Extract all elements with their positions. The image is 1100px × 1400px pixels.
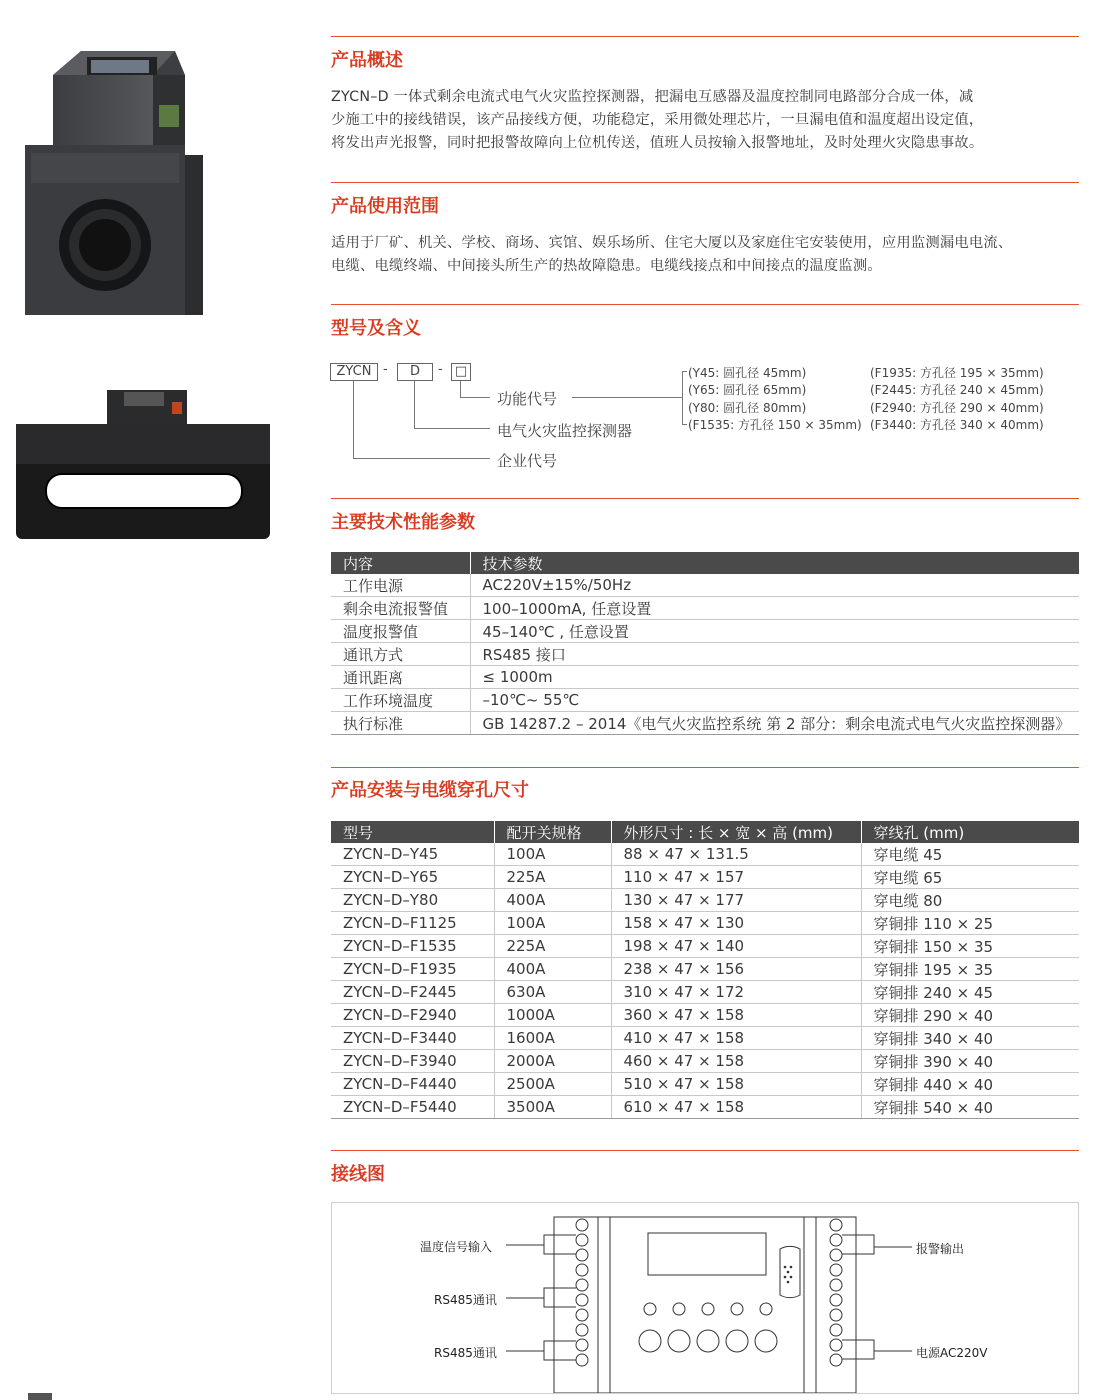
table-cell: 110 × 47 × 157 <box>611 866 861 889</box>
scope-title: 产品使用范围 <box>331 196 439 217</box>
table-cell: AC220V±15%/50Hz <box>470 574 1079 597</box>
table-header-cell: 配开关规格 <box>494 821 611 843</box>
table-row <box>331 574 1079 597</box>
table-cell: 通讯距离 <box>331 666 470 689</box>
divider-install <box>331 767 1079 768</box>
table-cell: 穿电缆 80 <box>861 889 1079 912</box>
function-option: (Y80: 圆孔径 80mm) <box>688 401 807 415</box>
table-cell: 238 × 47 × 156 <box>611 958 861 981</box>
table-cell: –10℃~ 55℃ <box>470 689 1079 712</box>
table-cell: ZYCN–D–F1535 <box>331 935 494 958</box>
function-option: (F1935: 方孔径 195 × 35mm) <box>870 366 1044 380</box>
table-row <box>331 843 1079 866</box>
divider-scope <box>331 182 1079 183</box>
table-row <box>331 981 1079 1004</box>
model-dash: - <box>383 362 388 377</box>
table-cell: 158 × 47 × 130 <box>611 912 861 935</box>
table-cell: 2000A <box>494 1050 611 1073</box>
table-cell: 630A <box>494 981 611 1004</box>
table-cell: 通讯方式 <box>331 643 470 666</box>
bracket-line <box>682 424 687 425</box>
table-header-row <box>331 821 1079 843</box>
function-option: (F1535: 方孔径 150 × 35mm) <box>688 418 862 432</box>
table-cell: 400A <box>494 889 611 912</box>
table-row <box>331 1073 1079 1096</box>
connector-line <box>460 381 461 398</box>
overview-title: 产品概述 <box>331 50 403 71</box>
table-header-cell: 内容 <box>331 552 470 574</box>
product-photo-round <box>25 45 205 329</box>
overview-paragraph <box>331 86 1083 155</box>
connector-line <box>414 381 415 429</box>
model-box-company: ZYCN <box>330 363 378 381</box>
table-row <box>331 597 1079 620</box>
label-rs485-1: RS485通讯 <box>434 1293 497 1307</box>
table-cell: ZYCN–D–F2445 <box>331 981 494 1004</box>
table-cell: 510 × 47 × 158 <box>611 1073 861 1096</box>
wiring-diagram <box>331 1202 1079 1394</box>
model-box-function: □ <box>451 363 471 381</box>
table-cell: 执行标准 <box>331 712 470 735</box>
table-cell: 工作环境温度 <box>331 689 470 712</box>
label-temperature-input: 温度信号输入 <box>420 1240 493 1254</box>
specs-table <box>331 552 1079 735</box>
table-cell: 460 × 47 × 158 <box>611 1050 861 1073</box>
overview-line: 少施工中的接线错误，该产品接线方便，功能稳定，采用微处理芯片，一旦漏电值和温度超出设定值， <box>331 112 984 128</box>
overview-line: ZYCN–D 一体式剩余电流式电气火灾监控探测器，把漏电互感器及温度控制同电路部分合成一体，减 <box>331 89 974 105</box>
table-cell: 198 × 47 × 140 <box>611 935 861 958</box>
table-cell: ZYCN–D–Y45 <box>331 843 494 866</box>
table-cell: 225A <box>494 935 611 958</box>
wiring-title: 接线图 <box>331 1164 385 1185</box>
function-option: (F3440: 方孔径 340 × 40mm) <box>870 418 1044 432</box>
table-cell: 穿电缆 65 <box>861 866 1079 889</box>
connector-line <box>353 381 354 459</box>
table-cell: 穿铜排 240 × 45 <box>861 981 1079 1004</box>
table-cell: ZYCN–D–Y65 <box>331 866 494 889</box>
table-cell: 225A <box>494 866 611 889</box>
table-row <box>331 689 1079 712</box>
table-cell: 45–140℃ , 任意设置 <box>470 620 1079 643</box>
divider-overview <box>331 36 1079 37</box>
bracket-line <box>682 371 683 425</box>
table-row <box>331 1004 1079 1027</box>
table-cell: 360 × 47 × 158 <box>611 1004 861 1027</box>
table-cell: 410 × 47 × 158 <box>611 1027 861 1050</box>
table-cell: 100A <box>494 912 611 935</box>
table-cell: ZYCN–D–F1935 <box>331 958 494 981</box>
label-rs485-2: RS485通讯 <box>434 1346 497 1360</box>
table-row <box>331 1027 1079 1050</box>
table-cell: 穿铜排 150 × 35 <box>861 935 1079 958</box>
function-option: (Y65: 圆孔径 65mm) <box>688 383 807 397</box>
label-detector: 电气火灾监控探测器 <box>497 422 633 440</box>
table-cell: 穿铜排 290 × 40 <box>861 1004 1079 1027</box>
table-cell: ZYCN–D–F5440 <box>331 1096 494 1119</box>
overview-line: 将发出声光报警，同时把报警故障向上位机传送，值班人员按输入报警地址，及时处理火灾隐患事故。 <box>331 135 984 151</box>
table-cell: 130 × 47 × 177 <box>611 889 861 912</box>
install-table <box>331 821 1079 1119</box>
table-row <box>331 958 1079 981</box>
page-tab-marker <box>28 1393 52 1400</box>
label-function-code: 功能代号 <box>497 390 558 408</box>
function-option: (Y45: 圆孔径 45mm) <box>688 366 807 380</box>
scope-paragraph <box>331 232 1083 278</box>
table-cell: RS485 接口 <box>470 643 1079 666</box>
label-power-ac220v: 电源AC220V <box>916 1346 988 1360</box>
table-cell: 剩余电流报警值 <box>331 597 470 620</box>
table-cell: ZYCN–D–F2940 <box>331 1004 494 1027</box>
table-cell: GB 14287.2 – 2014《电气火灾监控系统 第 2 部分：剩余电流式电气火灾监控探测器》 <box>470 712 1079 735</box>
table-row <box>331 866 1079 889</box>
table-cell: 88 × 47 × 131.5 <box>611 843 861 866</box>
table-header-cell: 外形尺寸 : 长 × 宽 × 高 (mm) <box>611 821 861 843</box>
table-cell: 穿铜排 110 × 25 <box>861 912 1079 935</box>
divider-specs <box>331 498 1079 499</box>
divider-wiring <box>331 1150 1079 1151</box>
table-cell: 610 × 47 × 158 <box>611 1096 861 1119</box>
table-cell: ZYCN–D–F4440 <box>331 1073 494 1096</box>
bracket-line <box>682 371 687 372</box>
model-dash: - <box>438 362 443 377</box>
table-cell: ZYCN–D–Y80 <box>331 889 494 912</box>
table-cell: 工作电源 <box>331 574 470 597</box>
table-header-cell: 穿线孔 (mm) <box>861 821 1079 843</box>
table-cell: 1600A <box>494 1027 611 1050</box>
table-cell: 温度报警值 <box>331 620 470 643</box>
table-cell: 310 × 47 × 172 <box>611 981 861 1004</box>
scope-line: 适用于厂矿、机关、学校、商场、宾馆、娱乐场所、住宅大厦以及家庭住宅安装使用，应用监测漏电电流、 <box>331 235 1013 251</box>
table-row <box>331 912 1079 935</box>
specs-title: 主要技术性能参数 <box>331 512 475 533</box>
table-cell: 穿铜排 540 × 40 <box>861 1096 1079 1119</box>
table-header-cell: 型号 <box>331 821 494 843</box>
connector-line <box>414 428 490 429</box>
table-cell: ZYCN–D–F3440 <box>331 1027 494 1050</box>
table-row <box>331 712 1079 735</box>
table-cell: 100–1000mA, 任意设置 <box>470 597 1079 620</box>
table-cell: 400A <box>494 958 611 981</box>
table-row <box>331 935 1079 958</box>
connector-line <box>353 458 490 459</box>
table-header-cell: 技术参数 <box>470 552 1079 574</box>
model-title: 型号及含义 <box>331 318 421 339</box>
product-photo-rect <box>12 388 274 547</box>
scope-line: 电缆、电缆终端、中间接头所生产的热故障隐患。电缆线接点和中间接点的温度监测。 <box>331 258 882 274</box>
function-option: (F2940: 方孔径 290 × 40mm) <box>870 401 1044 415</box>
table-cell: ZYCN–D–F3940 <box>331 1050 494 1073</box>
table-cell: 穿铜排 440 × 40 <box>861 1073 1079 1096</box>
table-cell: 3500A <box>494 1096 611 1119</box>
table-row <box>331 1050 1079 1073</box>
table-header-row <box>331 552 1079 574</box>
table-row <box>331 643 1079 666</box>
connector-line <box>572 397 682 398</box>
table-cell: 2500A <box>494 1073 611 1096</box>
table-row <box>331 889 1079 912</box>
label-alarm-output: 报警输出 <box>916 1242 965 1256</box>
table-row <box>331 620 1079 643</box>
table-cell: 穿铜排 195 × 35 <box>861 958 1079 981</box>
table-cell: 穿电缆 45 <box>861 843 1079 866</box>
table-cell: ZYCN–D–F1125 <box>331 912 494 935</box>
table-cell: 穿铜排 340 × 40 <box>861 1027 1079 1050</box>
divider-model <box>331 304 1079 305</box>
label-company-code: 企业代号 <box>497 452 558 470</box>
table-cell: ≤ 1000m <box>470 666 1079 689</box>
table-cell: 1000A <box>494 1004 611 1027</box>
connector-line <box>460 397 490 398</box>
install-title: 产品安装与电缆穿孔尺寸 <box>331 780 529 801</box>
function-option: (F2445: 方孔径 240 × 45mm) <box>870 383 1044 397</box>
model-box-detector: D <box>397 363 433 381</box>
table-row <box>331 666 1079 689</box>
table-cell: 穿铜排 390 × 40 <box>861 1050 1079 1073</box>
table-cell: 100A <box>494 843 611 866</box>
table-row <box>331 1096 1079 1119</box>
